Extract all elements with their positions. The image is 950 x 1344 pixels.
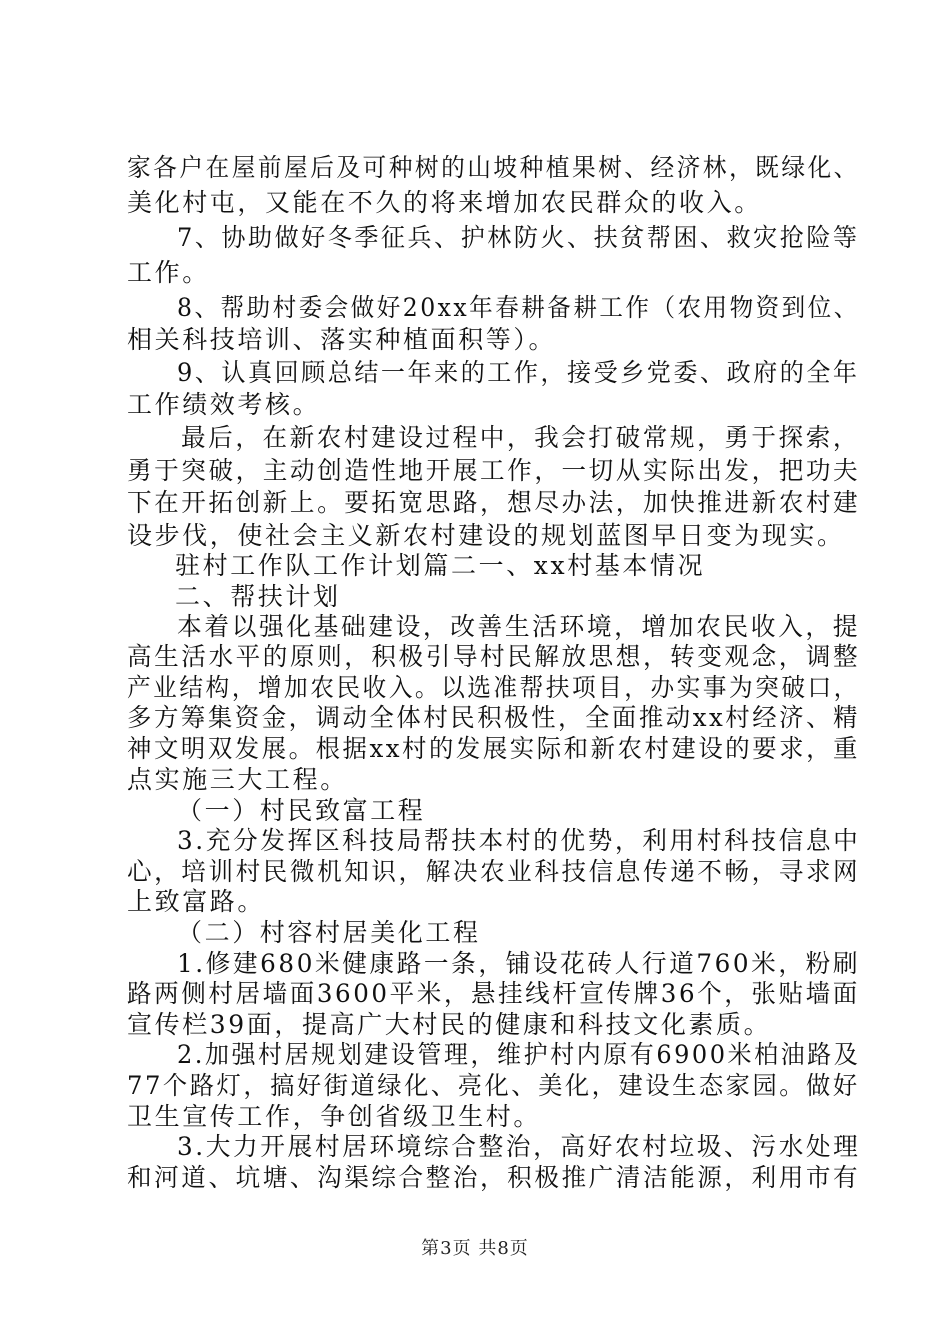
text-line: 2.加强村居规划建设管理，维护村内原有6900米柏油路及	[177, 1040, 861, 1069]
text-line: 神文明双发展。根据xx村的发展实际和新农村建设的要求，重	[127, 734, 860, 763]
text-line: 7、协助做好冬季征兵、护林防火、扶贫帮困、救灾抢险等	[177, 223, 860, 252]
text-line: 路两侧村居墙面3600平米，悬挂线杆宣传牌36个，张贴墙面	[127, 979, 860, 1008]
text-line: 9、认真回顾总结一年来的工作，接受乡党委、政府的全年	[177, 358, 860, 387]
text-line: 设步伐，使社会主义新农村建设的规划蓝图早日变为现实。	[127, 521, 845, 550]
text-line: 家各户在屋前屋后及可种树的山坡种植果树、经济林，既绿化、	[127, 153, 860, 182]
text-line: 上致富路。	[127, 887, 266, 916]
text-line: 本着以强化基础建设，改善生活环境，增加农民收入，提	[177, 612, 861, 641]
text-line: 最后，在新农村建设过程中，我会打破常规，勇于探索，	[181, 423, 861, 452]
text-line: 点实施三大工程。	[127, 765, 348, 794]
text-line: 勇于突破，主动创造性地开展工作，一切从实际出发，把功夫	[127, 456, 861, 485]
text-line: 驻村工作队工作计划篇二一、xx村基本情况	[175, 551, 706, 580]
page-number: 第3页 共8页	[421, 1238, 529, 1259]
text-line: 和河道、坑塘、沟渠综合整治，积极推广清洁能源，利用市有	[127, 1163, 861, 1192]
text-line: 产业结构，增加农民收入。以选准帮扶项目，办实事为突破口，	[127, 673, 860, 702]
text-line: 卫生宣传工作，争创省级卫生村。	[127, 1102, 542, 1131]
text-line: 3.充分发挥区科技局帮扶本村的优势，利用村科技信息中	[177, 826, 861, 855]
text-line: 宣传栏39面，提高广大村民的健康和科技文化素质。	[127, 1010, 772, 1039]
text-line: 高生活水平的原则，积极引导村民解放思想，转变观念，调整	[127, 642, 861, 671]
text-line: 8、帮助村委会做好20xx年春耕备耕工作（农用物资到位、	[177, 293, 860, 322]
text-line: 工作。	[127, 258, 210, 287]
text-line: 二、帮扶计划	[175, 582, 341, 611]
section-heading: （一）村民致富工程	[177, 796, 426, 825]
text-line: 3.大力开展村居环境综合整治，高好农村垃圾、污水处理	[177, 1132, 861, 1161]
text-line: 美化村屯，又能在不久的将来增加农民群众的收入。	[127, 188, 762, 217]
text-line: 心，培训村民微机知识，解决农业科技信息传递不畅，寻求网	[127, 857, 861, 886]
text-line: 77个路灯，搞好街道绿化、亮化、美化，建设生态家园。做好	[127, 1071, 860, 1100]
text-line: 1.修建680米健康路一条，铺设花砖人行道760米，粉刷	[177, 949, 861, 978]
text-line: 多方筹集资金，调动全体村民积极性，全面推动xx村经济、精	[127, 703, 860, 732]
text-line: 相关科技培训、落实种植面积等）。	[127, 325, 557, 354]
section-heading: （二）村容村居美化工程	[177, 918, 481, 947]
text-line: 工作绩效考核。	[127, 390, 321, 419]
text-line: 下在开拓创新上。要拓宽思路，想尽办法，加快推进新农村建	[127, 488, 861, 517]
